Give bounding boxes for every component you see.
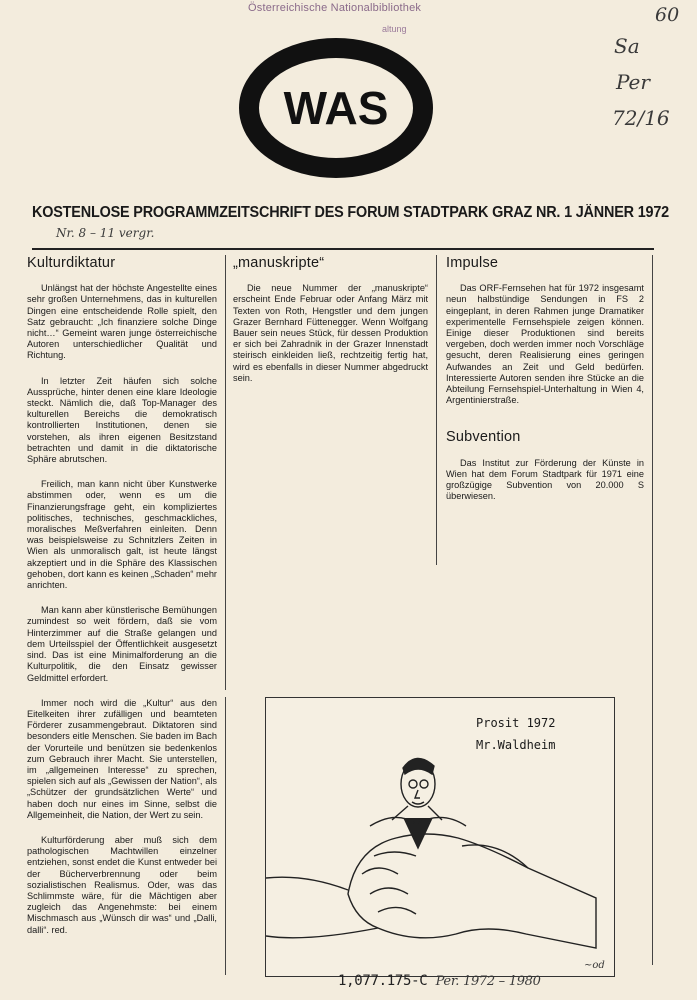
paragraph: Man kann aber künstlerische Bemühungen zumindest so weit fördern, daß sie vom Hinterzimmer auf die Straße gelangen und dem Urteilsspiel der Öffentlichkeit ausgesetzt sind. Das ist eine Minimalforderung an die Kulturpolitik, die den Einsatz gewisser Geldmittel erfordert. (27, 605, 217, 683)
article-heading: „manuskripte“ (233, 255, 325, 271)
column-divider-3 (652, 255, 653, 965)
handwritten-note-shelf: 72/16 (612, 106, 670, 130)
was-logo (238, 38, 434, 178)
paragraph: Unlängst hat der höchste Angestellte eines sehr großen Unternehmens, das in kulturellen Dingen eine entscheidende Rolle spielt, den Satz gebraucht: „Ich finanziere solche Dinge nicht…“ Gemeint waren junge österreichische Autoren unterschiedlicher Qualität und Richtung. (27, 283, 217, 361)
column-divider-1 (225, 255, 226, 690)
article-impulse (446, 255, 644, 516)
handwritten-number: 60 (655, 4, 680, 26)
article-manuskripte (233, 255, 428, 398)
handwritten-note-per: Per (616, 70, 650, 94)
artist-signature: ~od (584, 960, 605, 971)
paragraph: In letzter Zeit häufen sich solche Aussprüche, hinter denen eine klare Ideologie steckt. Nämlich die, daß Top-Manager des kulturellen Bereichs die demokratisch kontrollierten Institutionen, denen sie vorstehen, als ihren eigenen Besitzstand betrachten und damit in die diktatorische Sphäre abrutschen. (27, 375, 217, 465)
paragraph: Immer noch wird die „Kultur“ aus den Eitelkeiten ihrer zufälligen und beamteten Förderer zusammengebraut. Diktatoren sind besonders eitle Menschen. Sie baden im Bach der Vorurteile und benützen sie bedenkenlos zum Gebrauch ihrer Macht. Sie unterstellen, im „allgemeinen Interesse“ zu sprechen, spielen sich auf als „Gewissen der Nation“, als „Schützer der grundsätzlichen Werte“ und haben doch nur eines im Sinne, selbst die Allgemeinheit, die Nation, der Wert zu sein. (27, 697, 217, 820)
library-stamp: Österreichische Nationalbibliothek (248, 2, 422, 14)
cartoon-caption-2: Mr.Waldheim (476, 738, 556, 752)
archive-handwritten-range: Per. 1972 – 1980 (435, 974, 541, 989)
masthead-rule (32, 248, 654, 250)
archive-reference (338, 973, 541, 989)
article-heading-subvention: Subvention (446, 429, 521, 446)
cartoon-caption-1: Prosit 1972 (476, 716, 556, 730)
handshake-drawing (266, 698, 614, 976)
handwritten-note-sa: Sa (614, 34, 640, 58)
column-divider-1b (225, 697, 226, 975)
article-kulturdiktatur (27, 255, 217, 950)
paragraph: Die neue Nummer der „manuskripte“ erscheint Ende Februar oder Anfang März mit Texten von Roth, Hengstler und dem jungen Grazer Bernhard Füttenegger. Wenn Wolfgang Bauer sein neues Stück, für dessen Produktion er sich bei Zahradnik in der Grazer Innenstadt steirisch einkleiden ließ, rechtzeitig fertig hat, wird es ebenfalls in dieser Nummer abgedruckt sein. (233, 283, 428, 383)
cartoon-illustration (265, 697, 615, 977)
paragraph: Das ORF-Fernsehen hat für 1972 insgesamt neun halbstündige Sendungen in FS 2 eingeplant, in deren Rahmen junge Dramatiker experimentelle Fernsehspiele zeigen können. Einige dieser Produktionen sind bereits vergeben, doch werden immer noch Vorschläge gesucht, deren Realisierung eines geringen Aufwandes an Zeit und Geld bedürfen. Interessierte Autoren senden ihre Stücke an die Abteilung Fernsehspiel-Unterhaltung in Wien 4, Argentinierstraße. (446, 283, 644, 406)
handwritten-issue-note: Nr. 8 – 11 vergr. (56, 226, 155, 240)
archive-number: 1,077.175-C (338, 973, 428, 989)
paragraph: Freilich, man kann nicht über Kunstwerke abstimmen oder, wenn es um die Finanzierungsfrage geht, ein kompliziertes politisches, technisches, geschmackliches, moralisches Meßverfahren einleiten. Denn was beispielsweise zu Schnitzlers Zeiten in Wien als unmoralisch galt, ist heute längst akzeptiert und in die Sphäre des Klassischen gehoben, dort kann es keinen „Schaden“ mehr anrichten. (27, 479, 217, 591)
logo-text: WAS (283, 82, 389, 134)
paragraph: Kulturförderung aber muß sich dem pathologischen Machtwillen einzelner entziehen, sonst endet die Kunst entweder bei der Bücherverbrennung oder beim sozialistischen Realismus. Oder, was das Schlimmste wäre, für die Mächtigen aber zugleich das Angenehmste: bei einem Mischmasch aus „Wünsch dir was“ und „Dalli, dalli“. red. (27, 834, 217, 935)
masthead: KOSTENLOSE PROGRAMMZEITSCHRIFT DES FORUM STADTPARK GRAZ NR. 1 JÄNNER 1972 (32, 204, 670, 221)
column-divider-2 (436, 255, 437, 565)
paragraph: Das Institut zur Förderung der Künste in Wien hat dem Forum Stadtpark für 1971 eine großzügige Subvention von 20.000 S überwiesen. (446, 457, 644, 502)
library-stamp-line2: altung (382, 24, 407, 34)
article-heading: Impulse (446, 255, 499, 271)
article-heading: Kulturdiktatur (27, 255, 116, 271)
